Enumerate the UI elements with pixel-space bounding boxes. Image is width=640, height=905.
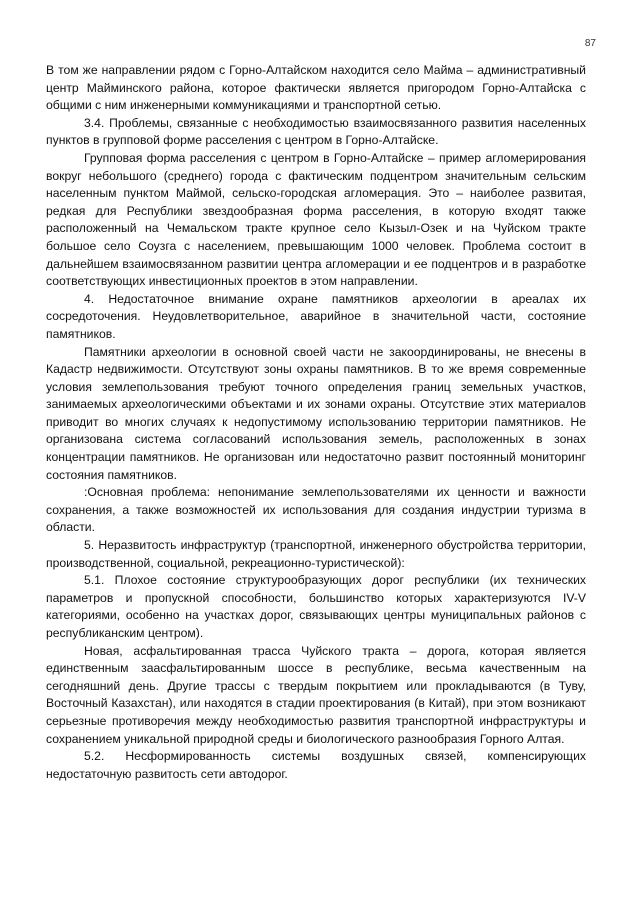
paragraph-section-5-1: 5.1. Плохое состояние структурообразующих дорог республики (их технических параметров и пропускной способности, большинство которых характеризуются IV-V категориями, особенно на участках дорог, связывающих центры муниципальных районов с республиканским центром).	[46, 573, 586, 640]
page-number: 87	[584, 38, 596, 49]
paragraph-section-3-4: 3.4. Проблемы, связанные с необходимостью взаимосвязанного развития населенных пунктов в групповой форме расселения с центром в Горно-Алтайске.	[46, 115, 586, 148]
document-body	[46, 62, 586, 783]
paragraph-group-settlement: Групповая форма расселения с центром в Горно-Алтайске – пример агломерирования вокруг небольшого (среднего) города с фактическим подцентром значительным сельским населенным пунктом Маймой, сельско-городская агломерация. Это – наиболее развитая, редкая для Республики звездообразная форма расселения, в которую входят также расположенный на Чемальском тракте крупное село Кызыл-Озек и на Чуйском тракте большое село Соузга с населением, превышающим 1000 человек. Проблема состоит в дальнейшем взаимосвязанном развитии центра агломерации и ее подцентров и в разработке соответствующих инвестиционных проектов в этом направлении.	[46, 150, 586, 289]
paragraph-maima: В том же направлении рядом с Горно-Алтайском находится село Майма – административный центр Майминского района, которое фактически является пригородом Горно-Алтайска с общими с ним инженерными коммуникациями и транспортной сетью.	[46, 63, 586, 113]
paragraph-section-4: 4. Недостаточное внимание охране памятников археологии в ареалах их сосредоточения. Неудовлетворительное, аварийное в значительной части, состояние памятников.	[46, 291, 586, 341]
paragraph-section-5-2: 5.2. Несформированность системы воздушных связей, компенсирующих недостаточную развитость сети автодорог.	[46, 749, 586, 781]
paragraph-main-problem: :Основная проблема: непонимание землепользователями их ценности и важности сохранения, а также возможностей их использования для создания индустрии туризма в области.	[46, 485, 586, 535]
paragraph-archaeology-monuments: Памятники археологии в основной своей части не закоординированы, не внесены в Кадастр недвижимости. Отсутствуют зоны охраны памятников. В то же время современные условия землепользования требуют точного определения границ земельных участков, занимаемых археологическими объектами и их зонами охраны. Отсутствие этих материалов приводит во многих случаях к недопустимому использованию территории памятников. Не организована система согласований использования земель, расположенных в зонах концентрации памятников. Не организован или недостаточно развит постоянный мониторинг состояния памятников.	[46, 344, 586, 482]
paragraph-section-5: 5. Неразвитость инфраструктур (транспортной, инженерного обустройства территории, производственной, социальной, рекреационно-туристической):	[46, 538, 586, 570]
paragraph-chuysky-tract: Новая, асфальтированная трасса Чуйского тракта – дорога, которая является единственным заасфальтированным шоссе в республике, весьма качественным на сегодняшний день. Другие трассы с твердым покрытием или прокладываются (в Туву, Восточный Казахстан), или находятся в стадии проектирования (в Китай), при этом возникают серьезные противоречия между необходимостью развития транспортной инфраструктуры и сохранением уникальной природной среды и биологического разнообразия Горного Алтая.	[46, 643, 586, 746]
